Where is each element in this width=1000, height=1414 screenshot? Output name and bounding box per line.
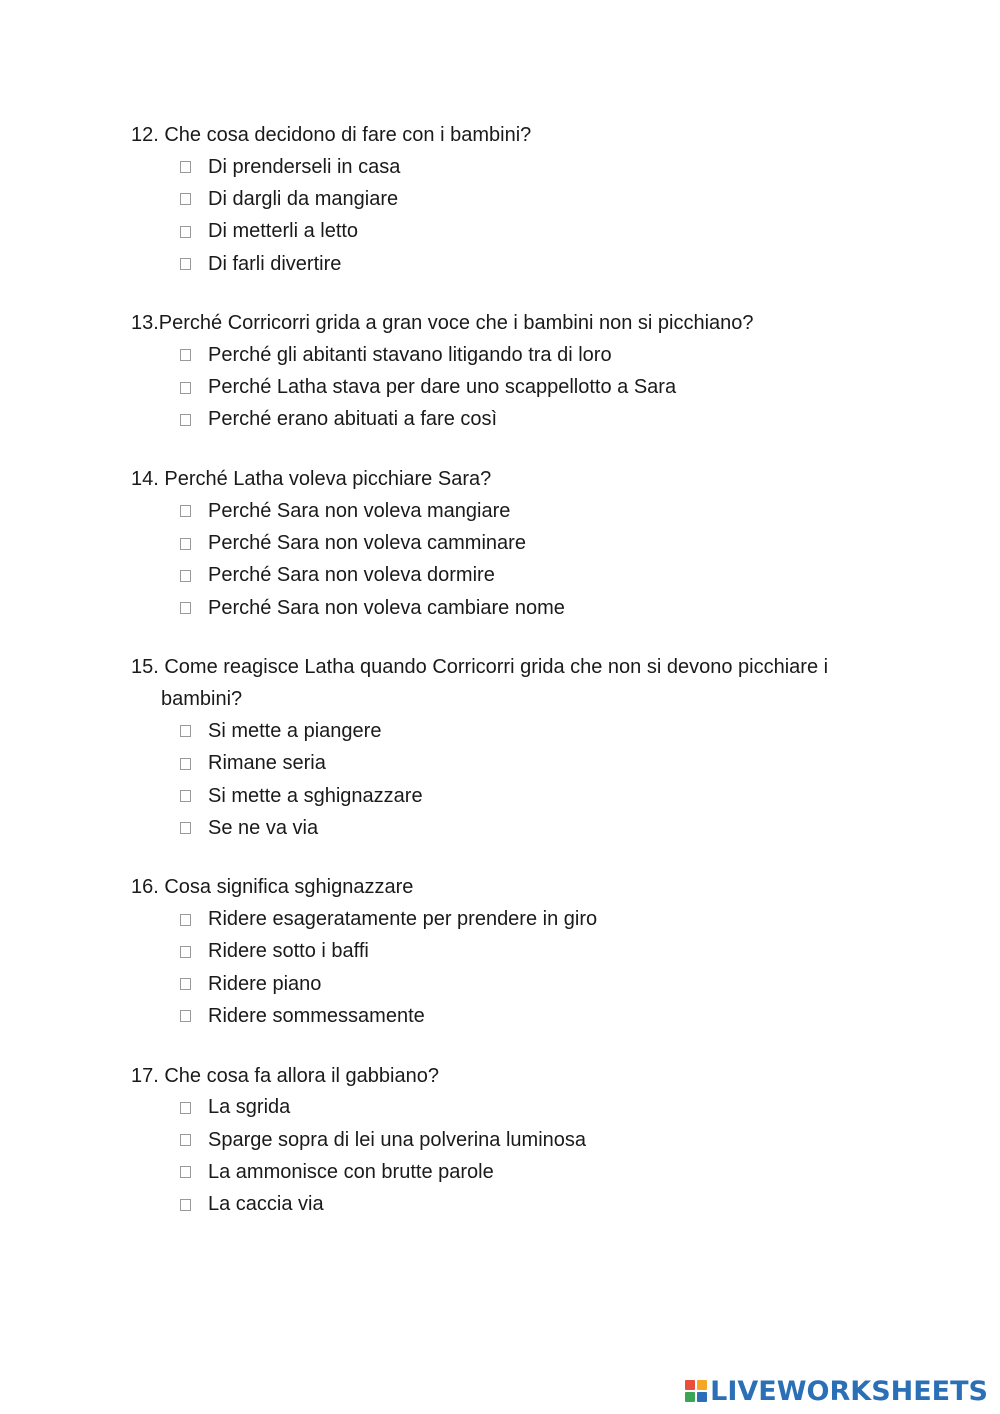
answer-label[interactable]: Si mette a piangere [208, 719, 382, 742]
answer-option[interactable] [180, 1189, 891, 1221]
liveworksheets-logo-icon [685, 1380, 707, 1402]
answer-label[interactable]: Perché Sara non voleva camminare [208, 532, 526, 555]
logo-square [685, 1380, 695, 1390]
answer-checkbox[interactable] [180, 382, 191, 394]
answer-option[interactable] [180, 1092, 891, 1124]
answer-checkbox[interactable] [180, 193, 191, 205]
answer-option[interactable] [180, 903, 891, 935]
answer-label[interactable]: Se ne va via [208, 816, 319, 839]
answer-label[interactable]: Perché Sara non voleva dormire [208, 564, 495, 587]
answer-label[interactable]: La ammonisce con brutte parole [208, 1160, 494, 1183]
answer-option[interactable] [180, 527, 891, 559]
answer-label[interactable]: La sgrida [208, 1096, 291, 1119]
question-text: 15. Come reagisce Latha quando Corricorri grida che non si devono picchiare i bambini? [131, 656, 829, 711]
answer-checkbox[interactable] [180, 790, 191, 802]
answer-option[interactable] [180, 1124, 891, 1156]
question-block [131, 1060, 891, 1221]
question-text: 16. Cosa significa sghignazzare [131, 876, 414, 899]
worksheet [131, 119, 891, 1248]
answer-option[interactable] [180, 371, 891, 403]
answer-option[interactable] [180, 404, 891, 436]
answer-options [131, 151, 891, 280]
answer-option[interactable] [180, 1000, 891, 1032]
answer-label[interactable]: Ridere sommessamente [208, 1004, 425, 1027]
answer-label[interactable]: Perché Latha stava per dare uno scappellotto a Sara [208, 376, 677, 399]
answer-label[interactable]: Ridere esageratamente per prendere in giro [208, 908, 598, 931]
answer-checkbox[interactable] [180, 1010, 191, 1022]
question-block [131, 463, 891, 624]
answer-label[interactable]: Si mette a sghignazzare [208, 784, 423, 807]
answer-option[interactable] [180, 780, 891, 812]
question-block [131, 651, 891, 844]
question-text: 14. Perché Latha voleva picchiare Sara? [131, 468, 492, 491]
answer-checkbox[interactable] [180, 505, 191, 517]
answer-option[interactable] [180, 936, 891, 968]
answer-checkbox[interactable] [180, 758, 191, 770]
answer-option[interactable] [180, 183, 891, 215]
answer-label[interactable]: Sparge sopra di lei una polverina luminosa [208, 1128, 587, 1151]
answer-checkbox[interactable] [180, 349, 191, 361]
answer-checkbox[interactable] [180, 946, 191, 958]
answer-options [131, 339, 891, 436]
liveworksheets-brand [685, 1374, 988, 1408]
answer-checkbox[interactable] [180, 1199, 191, 1211]
answer-option[interactable] [180, 151, 891, 183]
answer-label[interactable]: Rimane seria [208, 752, 326, 775]
answer-checkbox[interactable] [180, 258, 191, 270]
answer-options [131, 903, 891, 1032]
answer-options [131, 715, 891, 844]
answer-label[interactable]: Di prenderseli in casa [208, 155, 401, 178]
logo-square [697, 1380, 707, 1390]
answer-checkbox[interactable] [180, 1166, 191, 1178]
answer-checkbox[interactable] [180, 414, 191, 426]
question-block [131, 119, 891, 280]
answer-label[interactable]: Ridere sotto i baffi [208, 940, 369, 963]
logo-square [685, 1392, 695, 1402]
answer-option[interactable] [180, 592, 891, 624]
answer-label[interactable]: Perché Sara non voleva mangiare [208, 499, 511, 522]
answer-checkbox[interactable] [180, 570, 191, 582]
answer-checkbox[interactable] [180, 161, 191, 173]
brand-name: LIVEWORKSHEETS [710, 1375, 988, 1407]
answer-option[interactable] [180, 968, 891, 1000]
answer-option[interactable] [180, 748, 891, 780]
question-block [131, 871, 891, 1032]
question-block [131, 307, 891, 436]
answer-label[interactable]: Ridere piano [208, 972, 322, 995]
answer-checkbox[interactable] [180, 914, 191, 926]
answer-option[interactable] [180, 495, 891, 527]
answer-checkbox[interactable] [180, 226, 191, 238]
answer-label[interactable]: Perché erano abituati a fare così [208, 408, 498, 431]
answer-label[interactable]: Perché gli abitanti stavano litigando tra di loro [208, 343, 612, 366]
answer-options [131, 495, 891, 624]
answer-checkbox[interactable] [180, 1102, 191, 1114]
answer-option[interactable] [180, 1156, 891, 1188]
answer-option[interactable] [180, 248, 891, 280]
answer-checkbox[interactable] [180, 978, 191, 990]
answer-checkbox[interactable] [180, 538, 191, 550]
answer-checkbox[interactable] [180, 1134, 191, 1146]
answer-label[interactable]: Di farli divertire [208, 252, 342, 275]
question-text: 17. Che cosa fa allora il gabbiano? [131, 1064, 439, 1087]
question-text: 13.Perché Corricorri grida a gran voce che i bambini non si picchiano? [131, 312, 754, 335]
answer-label[interactable]: Di dargli da mangiare [208, 187, 399, 210]
question-text: 12. Che cosa decidono di fare con i bambini? [131, 124, 532, 146]
answer-label[interactable]: Perché Sara non voleva cambiare nome [208, 596, 565, 619]
answer-checkbox[interactable] [180, 602, 191, 614]
logo-square [697, 1392, 707, 1402]
answer-checkbox[interactable] [180, 822, 191, 834]
answer-checkbox[interactable] [180, 725, 191, 737]
answer-label[interactable]: La caccia via [208, 1193, 324, 1216]
answer-option[interactable] [180, 715, 891, 747]
answer-option[interactable] [180, 560, 891, 592]
answer-label[interactable]: Di metterli a letto [208, 220, 359, 243]
answer-option[interactable] [180, 339, 891, 371]
answer-options [131, 1092, 891, 1221]
answer-option[interactable] [180, 812, 891, 844]
answer-option[interactable] [180, 216, 891, 248]
